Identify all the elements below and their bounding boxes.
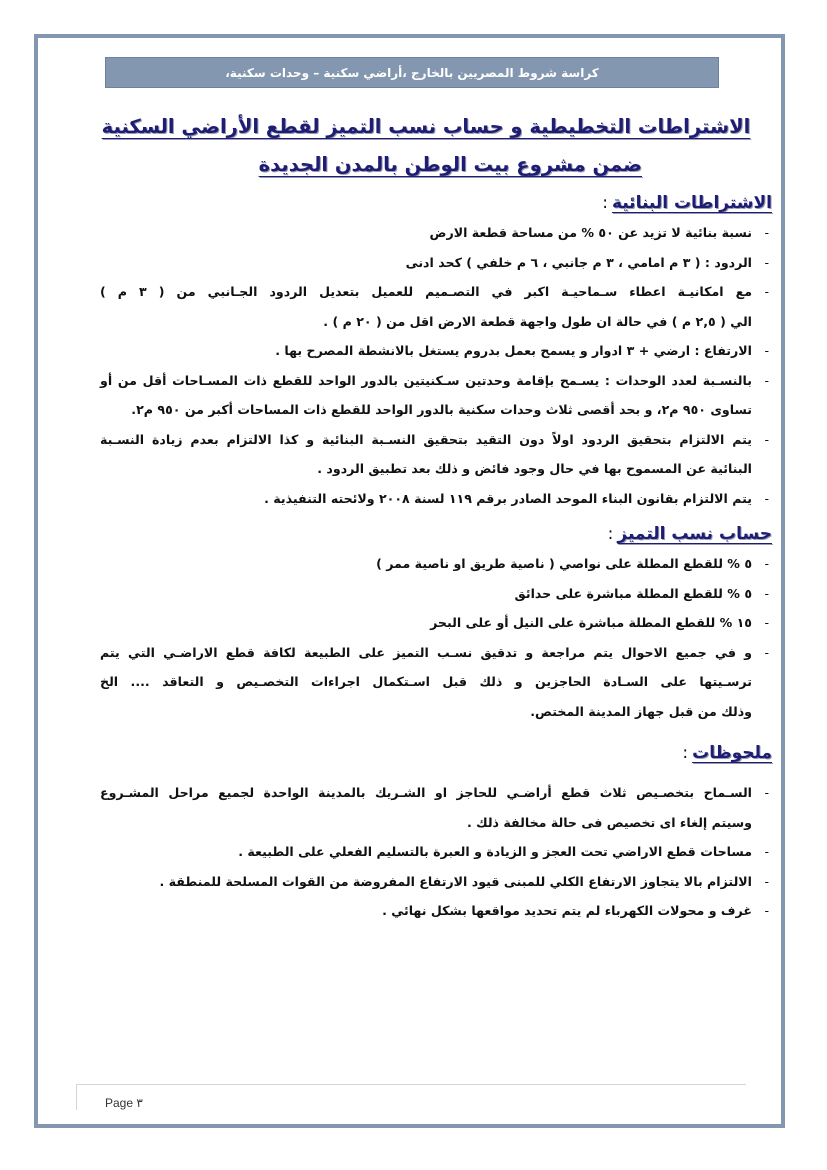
list-item-line: - بالنسـبة لعدد الوحدات : يسـمح بإقامة وحدتين سـكنيتين بالدور الواحد للقطع ذات المسـاحات أقل من أو <box>100 372 752 388</box>
list-item-line: - الردود : ( ٣ م امامي ، ٣ م جانبي ، ٦ م خلفي ) كحد ادنى <box>405 254 752 270</box>
list-item <box>100 425 772 484</box>
section-heading-text: ملحوظات <box>692 743 772 763</box>
section-heading-text: الاشتراطات البنائية <box>611 193 772 213</box>
section-heading <box>100 738 772 768</box>
list-item <box>100 837 772 867</box>
list-item-line: - و في جميع الاحوال يتم مراجعة و تدقيق نسـب التميز على الطبيعة لكافة قطع الاراضـي التي يتم <box>100 644 752 660</box>
list-item-line: - نسبة بنائية لا تزيد عن ٥٠ % من مساحة قطعة الارض <box>429 225 752 240</box>
list-item-line: - السـماح بتخصـيص ثلاث قطع أراضـي للحاجز او الشـريك بالمدينة الواحدة لجميع مراحل المشـروع <box>100 785 752 800</box>
list-item <box>100 867 772 897</box>
section-heading-text: حساب نسب التميز <box>617 524 772 544</box>
main-subtitle: ضمن مشروع بيت الوطن بالمدن الجديدة <box>258 153 642 176</box>
main-title: الاشتراطات التخطيطية و حساب نسب التميز لقطع الأراضي السكنية <box>101 115 751 138</box>
list-item <box>100 248 772 278</box>
list-item-line: - مع امكانيـة اعطاء سـماحيـة اكبر في التصـميم للعميل بتعديل الردود الجـانبي من ( ٣ م ) <box>100 284 752 299</box>
list-item <box>100 484 772 514</box>
list-item <box>100 638 772 727</box>
section-notes <box>100 738 772 926</box>
footer-tick <box>76 1084 77 1110</box>
list-item-line: - ١٥ % للقطع المطلة مباشرة على النيل أو على البحر <box>430 615 752 630</box>
list-item <box>100 218 772 248</box>
list-item-line: وسيتم إلغاء اى تخصيص فى حالة مخالفة ذلك . <box>466 814 752 830</box>
list-item <box>100 336 772 366</box>
list-item <box>100 366 772 425</box>
list-item-line: - ٥ % للقطع المطلة مباشرة على حدائق <box>514 585 752 601</box>
section-heading-colon: : <box>602 193 608 213</box>
list-item <box>100 778 772 837</box>
list-item <box>100 896 772 926</box>
list-item-line: - الالتزام بالا يتجاوز الارتفاع الكلي للمبنى قيود الارتفاع المفروضة من القوات المسلحة للمنطقة . <box>159 873 752 889</box>
header-bar <box>105 57 719 88</box>
footer-rule <box>76 1084 746 1085</box>
document-body <box>100 108 772 926</box>
list-item-line: تساوى ٩٥٠ م٢، و بحد أقصى ثلاث وحدات سكنية بالدور الواحد للقطع ذات المساحات أكبر من ٩٥٠ م٢. <box>131 402 752 417</box>
section-heading-colon: : <box>607 524 614 544</box>
section-heading <box>100 188 772 218</box>
list-item-line: - ٥ % للقطع المطلة على نواصي ( ناصية طريق او ناصية ممر ) <box>376 556 752 571</box>
bullet-list <box>100 549 772 726</box>
page-number: Page ٣ <box>105 1096 143 1110</box>
list-item-line: - يتم الالتزام بقانون البناء الموحد الصادر برقم ١١٩ لسنة ٢٠٠٨ ولائحته التنفيذية . <box>264 490 752 506</box>
bullet-list <box>100 778 772 926</box>
list-item-line: - غرف و محولات الكهرباء لم يتم تحديد مواقعها بشكل نهائي . <box>382 903 752 918</box>
list-item-line: - يتم الالتزام بتحقيق الردود اولاً دون التقيد بتحقيق النسـبة البنائية و كذا الالتزام بعدم زيادة النسـبة <box>100 431 752 447</box>
section-heading-colon: : <box>682 743 689 763</box>
list-item <box>100 277 772 336</box>
list-item-line: - مساحات قطع الاراضي تحت العجز و الزيادة و العبرة بالتسليم الفعلي على الطبيعة . <box>238 844 752 859</box>
section-building <box>100 188 772 513</box>
section-heading <box>100 519 772 549</box>
list-item-line: وذلك من قبل جهاز المدينة المختص. <box>530 703 752 719</box>
list-item <box>100 608 772 638</box>
list-item-line: البنائية عن المسموح بها في حال وجود فائض و ذلك بعد تطبيق الردود . <box>317 461 752 476</box>
list-item <box>100 579 772 609</box>
section-premium <box>100 519 772 726</box>
header-text: كراسة شروط المصريين بالخارج ،أراضي سكنية – وحدات سكنية، <box>225 65 599 80</box>
list-item <box>100 549 772 579</box>
list-item-line: - الارتفاع : ارضي + ٣ ادوار و يسمح بعمل بدروم يستغل بالانشطة المصرح بها . <box>275 343 752 358</box>
list-item-line: الي ( ٢,٥ م ) في حالة ان طول واجهة قطعة الارض اقل من ( ٢٠ م ) . <box>323 313 752 329</box>
list-item-line: ترسـيتها على السـادة الحاجزين و ذلك قبل اسـتكمال اجراءات التخصـيص و التعاقد .... الخ <box>100 674 752 689</box>
bullet-list <box>100 218 772 513</box>
